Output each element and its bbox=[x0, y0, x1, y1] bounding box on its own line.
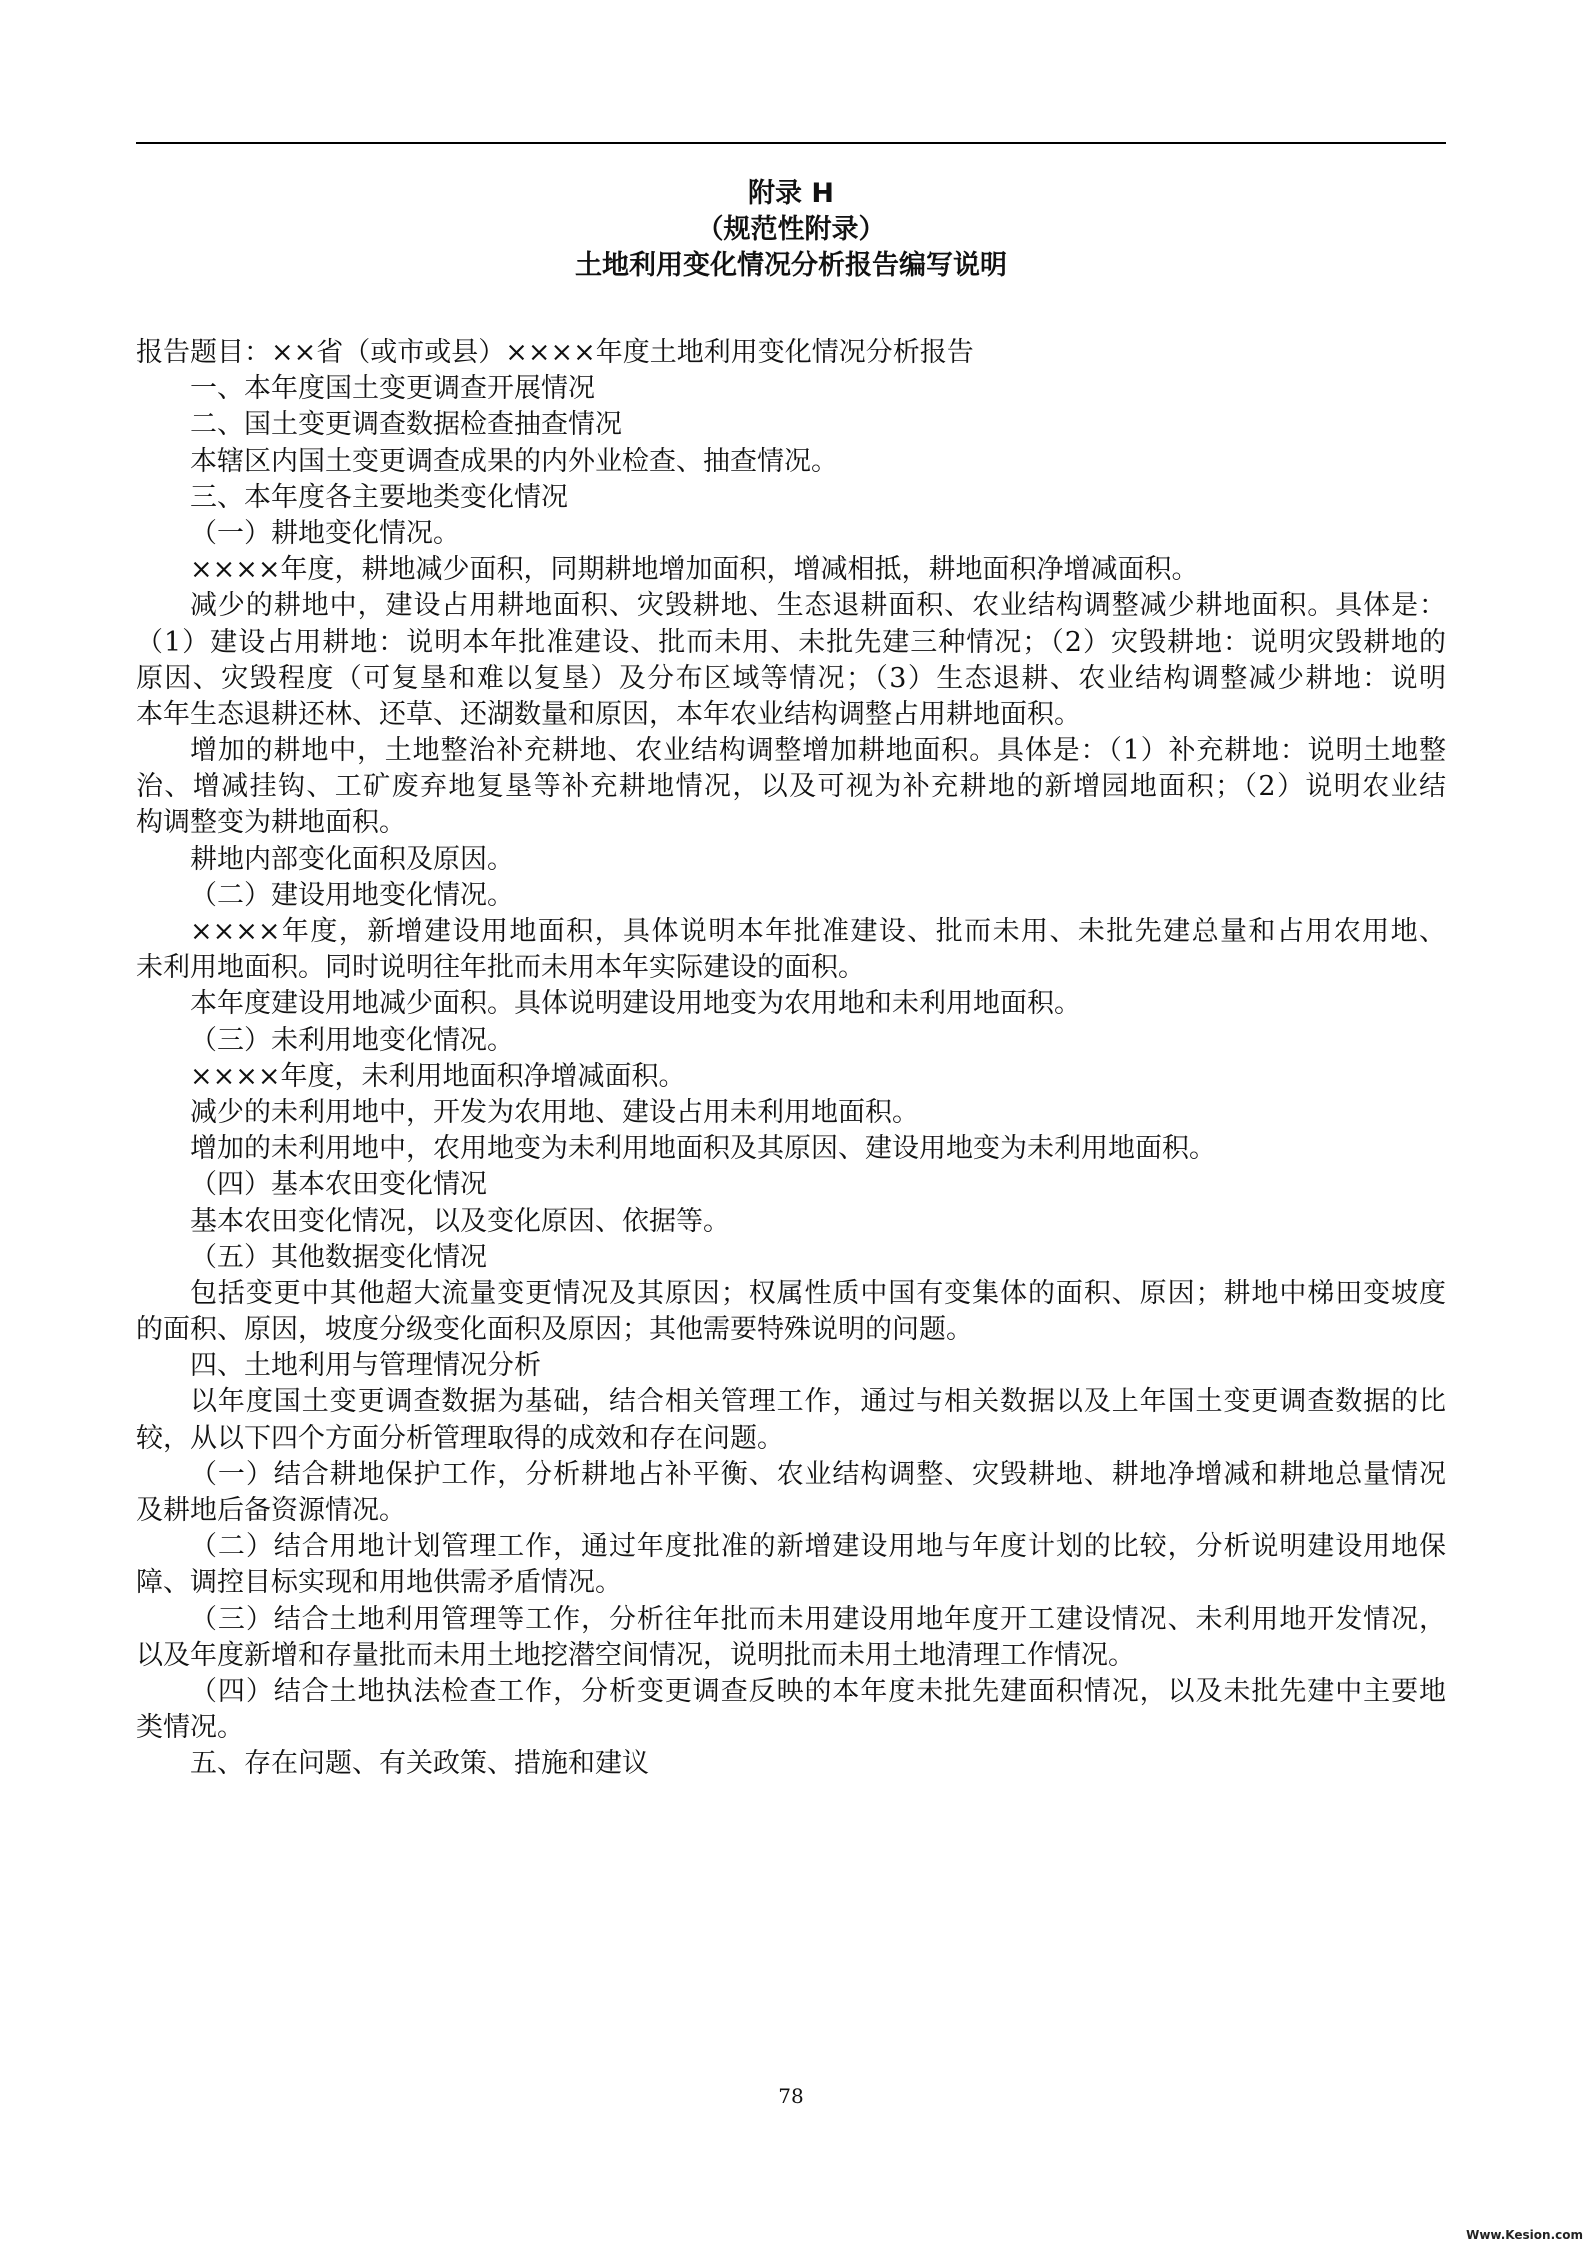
body-line: 的面积、原因，坡度分级变化面积及原因；其他需要特殊说明的问题。 bbox=[136, 1314, 973, 1346]
body-line: ××××年度，耕地减少面积，同期耕地增加面积，增减相抵，耕地面积净增减面积。 bbox=[190, 554, 1199, 586]
header-rule bbox=[136, 142, 1446, 144]
body-line: 原因、灾毁程度（可复垦和难以复垦）及分布区域等情况；（3）生态退耕、农业结构调整减少耕地：说明 bbox=[136, 662, 1446, 694]
section-heading: 三、本年度各主要地类变化情况 bbox=[190, 481, 568, 513]
section-heading: 二、国土变更调查数据检查抽查情况 bbox=[190, 409, 622, 441]
paragraph bbox=[136, 1240, 1446, 1276]
paragraph bbox=[136, 1095, 1446, 1131]
paragraph bbox=[136, 1167, 1446, 1203]
subsection-heading: （二）建设用地变化情况。 bbox=[190, 879, 514, 911]
body-line: ××××年度，新增建设用地面积，具体说明本年批准建设、批而未用、未批先建总量和占用农用地、 bbox=[190, 916, 1446, 947]
paragraph bbox=[136, 1023, 1446, 1059]
body-line: 基本农田变化情况，以及变化原因、依据等。 bbox=[190, 1205, 730, 1237]
page-number: 78 bbox=[778, 2084, 804, 2108]
subsection-heading: （四）基本农田变化情况 bbox=[190, 1169, 487, 1201]
body-line: 障、调控目标实现和用地供需矛盾情况。 bbox=[136, 1567, 622, 1599]
paragraph bbox=[136, 733, 1446, 842]
watermark-text: Www.Kesion.com bbox=[1466, 2228, 1583, 2242]
paragraph bbox=[136, 407, 1446, 443]
paragraph bbox=[136, 1384, 1446, 1456]
appendix-title-block bbox=[136, 176, 1446, 285]
section-heading: 一、本年度国土变更调查开展情况 bbox=[190, 373, 595, 405]
body-line: 以年度国土变更调查数据为基础，结合相关管理工作，通过与相关数据以及上年国土变更调查数据的比 bbox=[190, 1386, 1446, 1418]
paragraph bbox=[136, 1204, 1446, 1240]
body-line: 以及年度新增和存量批而未用土地挖潜空间情况，说明批而未用土地清理工作情况。 bbox=[136, 1639, 1135, 1671]
body-line: 包括变更中其他超大流量变更情况及其原因；权属性质中国有变集体的面积、原因；耕地中梯田变坡度 bbox=[190, 1277, 1446, 1309]
body-line: 类情况。 bbox=[136, 1712, 244, 1744]
body-line: （三）结合土地利用管理等工作，分析往年批而未用建设用地年度开工建设情况、未利用地开发情况， bbox=[190, 1603, 1446, 1635]
body-line: （一）结合耕地保护工作，分析耕地占补平衡、农业结构调整、灾毁耕地、耕地净增减和耕地总量情况 bbox=[190, 1458, 1446, 1490]
paragraph bbox=[136, 444, 1446, 480]
subsection-heading: （三）未利用地变化情况。 bbox=[190, 1024, 514, 1056]
paragraph bbox=[136, 1059, 1446, 1095]
body-line: 耕地内部变化面积及原因。 bbox=[190, 843, 514, 875]
body-line: 及耕地后备资源情况。 bbox=[136, 1495, 406, 1526]
paragraph bbox=[136, 1746, 1446, 1782]
body-line: 本年生态退耕还林、还草、还湖数量和原因，本年农业结构调整占用耕地面积。 bbox=[136, 698, 1081, 730]
paragraph bbox=[136, 1276, 1446, 1348]
body-line: 减少的耕地中，建设占用耕地面积、灾毁耕地、生态退耕面积、农业结构调整减少耕地面积。具体是： bbox=[190, 590, 1446, 622]
body-line: 增加的未利用地中，农用地变为未利用地面积及其原因、建设用地变为未利用地面积。 bbox=[190, 1133, 1216, 1165]
body-line: （二）结合用地计划管理工作，通过年度批准的新增建设用地与年度计划的比较，分析说明建设用地保 bbox=[190, 1531, 1446, 1563]
paragraph bbox=[136, 1674, 1446, 1746]
appendix-type: （规范性附录） bbox=[696, 214, 886, 246]
paragraph bbox=[136, 986, 1446, 1022]
paragraph bbox=[136, 1602, 1446, 1674]
report-title-line: 报告题目：××省（或市或县）××××年度土地利用变化情况分析报告 bbox=[136, 337, 974, 368]
paragraph bbox=[136, 588, 1446, 733]
body-line: 构调整变为耕地面积。 bbox=[136, 807, 406, 839]
paragraph bbox=[136, 1529, 1446, 1601]
body-line: ××××年度，未利用地面积净增减面积。 bbox=[190, 1060, 686, 1092]
paragraph bbox=[136, 842, 1446, 878]
paragraph bbox=[136, 1348, 1446, 1384]
appendix-label: 附录 H bbox=[748, 178, 834, 209]
body-line: 较，从以下四个方面分析管理取得的成效和存在问题。 bbox=[136, 1422, 784, 1454]
body-line: 本年度建设用地减少面积。具体说明建设用地变为农用地和未利用地面积。 bbox=[190, 988, 1081, 1020]
subsection-heading: （五）其他数据变化情况 bbox=[190, 1241, 487, 1273]
paragraph bbox=[136, 914, 1446, 986]
paragraph bbox=[136, 371, 1446, 407]
paragraph bbox=[136, 552, 1446, 588]
section-heading: 四、土地利用与管理情况分析 bbox=[190, 1350, 541, 1382]
paragraph bbox=[136, 1457, 1446, 1529]
body-line: 治、增减挂钩、工矿废弃地复垦等补充耕地情况，以及可视为补充耕地的新增园地面积；（2）说明农业结 bbox=[136, 771, 1446, 803]
paragraph bbox=[136, 335, 1446, 371]
body-line: 未利用地面积。同时说明往年批而未用本年实际建设的面积。 bbox=[136, 952, 865, 984]
body-line: （1）建设占用耕地：说明本年批准建设、批而未用、未批先建三种情况；（2）灾毁耕地：说明灾毁耕地的 bbox=[136, 626, 1446, 658]
paragraph bbox=[136, 1131, 1446, 1167]
appendix-title: 土地利用变化情况分析报告编写说明 bbox=[575, 250, 1007, 282]
paragraph bbox=[136, 480, 1446, 516]
body-line: 本辖区内国土变更调查成果的内外业检查、抽查情况。 bbox=[190, 445, 838, 477]
body-line: （四）结合土地执法检查工作，分析变更调查反映的本年度未批先建面积情况，以及未批先建中主要地 bbox=[190, 1675, 1446, 1707]
body-line: 增加的耕地中，土地整治补充耕地、农业结构调整增加耕地面积。具体是：（1）补充耕地：说明土地整 bbox=[190, 735, 1446, 767]
body-line: 减少的未利用地中，开发为农用地、建设占用未利用地面积。 bbox=[190, 1096, 919, 1128]
subsection-heading: （一）耕地变化情况。 bbox=[190, 517, 460, 549]
section-heading: 五、存在问题、有关政策、措施和建议 bbox=[190, 1748, 649, 1780]
paragraph bbox=[136, 878, 1446, 914]
paragraph bbox=[136, 516, 1446, 552]
document-body bbox=[136, 335, 1446, 1783]
